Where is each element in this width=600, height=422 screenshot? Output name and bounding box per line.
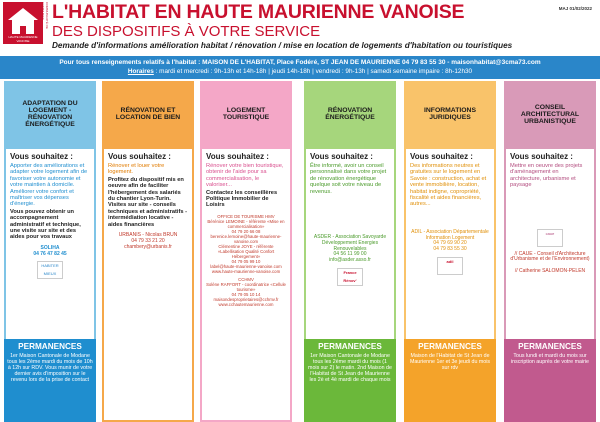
- column-body: [304, 147, 396, 357]
- column-text: Apporter des améliorations et adapter votre logement afin de favoriser votre autonomie et votre maintien à domicile. Améliorer votre confort et maîtriser vos dépenses d'énergie.: [10, 163, 88, 208]
- column-informations-juridiques: [402, 81, 498, 422]
- france-renov-logo: France Rénov': [337, 268, 363, 286]
- column-logement-touristique: [198, 81, 294, 422]
- cchmv-logo: [3, 2, 43, 44]
- souhaitez-label: Vous souhaitez :: [510, 152, 573, 161]
- contact-info-cchmv: CCHMV Solène RAFFORT - coordinatrice «Cellule tourisme» 04 79 05 10 14 maisondesproprietaires@cchmv.fr www.cchautemaurienne.com: [206, 276, 286, 307]
- permanences-title: PERMANENCES: [18, 342, 82, 351]
- souhaitez-label: Vous souhaitez :: [410, 152, 473, 161]
- contact-info: OFFICE DE TOURISME HMV Bérénice LEMOINE - référente «Mise en commercialisation» 04 79 20 66 08 berenice.lemoine@haute-maurienne-vanoise.com Clémentine JOYE - référente «Labellisation Qualité Confort Hébergement» 04 79 05 99 10 label@haute-maurienne-vanoise.com www.haute-maurienne-vanoise.com: [207, 213, 285, 274]
- page-header: [0, 0, 600, 58]
- permanences-box: [404, 339, 496, 422]
- contact-info: SOLIHA 04 76 47 82 45: [33, 244, 67, 257]
- house-icon: [8, 8, 38, 20]
- column-body: [102, 147, 194, 422]
- permanences-box: [504, 339, 596, 422]
- column-body: [4, 147, 96, 357]
- column-text: Mettre en oeuvre des projets d'aménagement en architecture, urbanisme et paysage: [510, 163, 583, 189]
- column-text: Des informations neutres et gratuites sur le logement en Savoie : construction, achat et vente immobilière, location, habitat indigne, copropriété, fiscalité et aides financières, autres...: [410, 163, 487, 208]
- info-banner: [0, 56, 600, 79]
- page-subtitle: DES DISPOSITIFS À VOTRE SERVICE: [52, 23, 321, 40]
- column-body: [200, 147, 292, 422]
- column-heading: CONSEIL ARCHITECTURAL URBANISTIQUE: [504, 81, 596, 147]
- permanences-title: PERMANENCES: [518, 342, 582, 351]
- column-heading: RÉNOVATION ET LOCATION DE BIEN: [102, 81, 194, 147]
- column-heading: RÉNOVATION ÉNERGÉTIQUE: [304, 81, 396, 147]
- permanences-title: PERMANENCES: [418, 342, 482, 351]
- habiter-mieux-logo: HABITER MIEUX: [37, 261, 63, 279]
- permanences-text: Maison de l'Habitat de St Jean de Maurienne 1er et 3e jeudi du mois sur rdv: [409, 353, 491, 371]
- column-renovation-energetique: [302, 81, 398, 422]
- column-body: [404, 147, 496, 357]
- adil-logo: adil: [437, 257, 463, 275]
- column-text: Être informé, avoir un conseil personnalisé dans votre projet de rénovation énergétique quelque soit votre niveau de revenus.: [310, 163, 387, 195]
- banner-contact: Pour tous renseignements relatifs à l'habitat : MAISON DE L'HABITAT, Place Fodéré, ST JEAN DE MAURIENNE 04 79 83 55 30 - maisonhabitat@3cma73.com: [59, 59, 541, 66]
- page-title: L'HABITAT EN HAUTE MAURIENNE VANOISE: [52, 1, 465, 23]
- permanences-title: PERMANENCES: [318, 342, 382, 351]
- contact-info: // CAUE - Conseil d'Architecture d'Urbanisme et de l'Environnement) // Catherine SALOMON-PELEN: [510, 250, 590, 275]
- permanences-text: Tous lundi et mardi du mois sur inscription auprès de votre mairie: [510, 353, 590, 365]
- contact-info: URBANIS - Nicolas BRUN 04 79 33 21 20 chambery@urbanis.fr: [118, 232, 178, 250]
- column-conseil-architectural: [502, 81, 598, 422]
- column-heading: LOGEMENT TOURISTIQUE: [200, 81, 292, 147]
- hours-label: Horaires: [127, 68, 154, 75]
- permanences-box: [4, 339, 96, 422]
- column-bold-text: Contactez les conseillères Politique Immobilier de Loisirs: [206, 189, 278, 209]
- column-heading: ADAPTATION DU LOGEMENT - RÉNOVATION ÉNERGÉTIQUE: [4, 81, 96, 147]
- column-bold-text: Vous pouvez obtenir un accompagnement administratif et technique, une visite sur site et des aides pour vos travaux: [10, 208, 81, 241]
- permanences-box: [304, 339, 396, 422]
- souhaitez-label: Vous souhaitez :: [108, 152, 171, 161]
- souhaitez-label: Vous souhaitez :: [310, 152, 373, 161]
- caue-logo: caue: [537, 229, 563, 247]
- column-text: Rénover et louer votre logement.: [108, 163, 165, 176]
- demand-line: Demande d'informations amélioration habitat / rénovation / mise en location de logements d'habitation ou touristiques: [52, 41, 513, 50]
- logo-text: HAUTE MAURIENNE VANOISE: [8, 35, 38, 43]
- column-text: Rénover votre bien touristique, obtenir de l'aide pour sa commercialisation, le valoriser...: [206, 163, 284, 189]
- column-renovation-location: [100, 81, 196, 422]
- permanences-text: 1er Maison Cantonale de Modane tous les 2ème mardi du mois (1 mois sur 2) le matin. 2nd Maison de l'Habitat de St Jean de Maurienne les 2è et 4è mardi de chaque mois: [308, 353, 392, 383]
- column-body: [504, 147, 596, 357]
- column-adaptation: [2, 81, 98, 422]
- house-door: [20, 26, 26, 34]
- permanences-text: 1er Maison Cantonale de Modane tous les 2ème mardi du mois de 10h à 12h sur RDV. Vous munir de votre dernier avis d'imposition sur le revenu lors de la prise de contact: [7, 353, 93, 383]
- contact-info: ASDER - Association Savoyarde Développement Energies Renouvelables 04 56 11 99 00 info@asder.asso.fr: [313, 234, 387, 264]
- column-heading: INFORMATIONS JURIDIQUES: [404, 81, 496, 147]
- logo-vertical-text: COMMUNAUTÉ DE COMMUNES: [41, 2, 49, 29]
- column-bold-text: Profitez du dispositif mis en oeuvre afin de faciliter l'hébergement des salariés du chantier Lyon-Turin. Visites sur site - conseils techniques et administratifs - intermédiation locative - aides financières: [108, 176, 188, 228]
- souhaitez-label: Vous souhaitez :: [206, 152, 269, 161]
- banner-hours: [0, 66, 600, 75]
- souhaitez-label: Vous souhaitez :: [10, 152, 73, 161]
- update-date: MAJ 01/02/2022: [558, 6, 592, 11]
- contact-info: ADIL - Association Départementale Information Logement 04 79 69 90 20 04 79 83 55 30: [411, 228, 489, 253]
- hours-text: : mardi et mercredi : 9h-13h et 14h-18h | jeudi 14h-18h | vendredi : 9h-13h | samedi semaine impaire : 8h-12h30: [153, 68, 473, 75]
